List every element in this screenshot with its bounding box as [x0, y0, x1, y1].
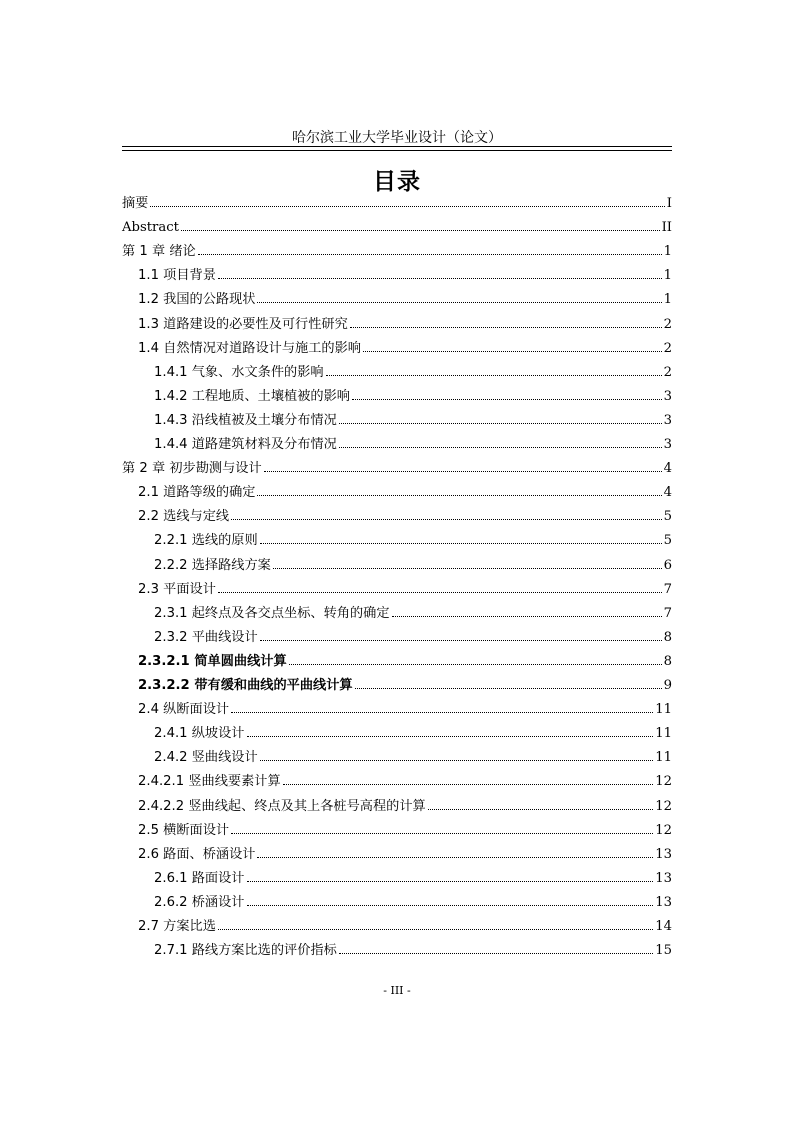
toc-dot-leader [363, 351, 662, 352]
toc-dot-leader [257, 302, 661, 303]
toc-entry-label: 1.3 道路建设的必要性及可行性研究 [138, 316, 348, 332]
toc-entry-page-number: 11 [655, 750, 672, 766]
toc-entry-page-number: 3 [663, 412, 672, 428]
toc-dot-leader [231, 519, 662, 520]
toc-entry[interactable] [138, 263, 672, 283]
toc-entry-page-number: 6 [663, 557, 672, 573]
toc-entry-label: 1.4.4 道路建筑材料及分布情况 [154, 437, 337, 452]
toc-entry-label: 1.1 项目背景 [138, 268, 216, 284]
toc-entry-label: 2.3.1 起终点及各交点坐标、转角的确定 [154, 605, 390, 621]
toc-entry[interactable] [154, 938, 672, 958]
toc-entry[interactable] [138, 312, 672, 332]
toc-dot-leader [326, 375, 662, 376]
toc-dot-leader [264, 471, 662, 472]
toc-entry[interactable] [138, 842, 672, 862]
toc-entry-page-number: 11 [655, 702, 672, 718]
toc-dot-leader [247, 881, 654, 882]
toc-entry[interactable] [154, 890, 672, 910]
toc-entry-label: 2.3 平面设计 [138, 581, 216, 597]
toc-entry[interactable] [154, 745, 672, 765]
toc-entry-page-number: II [661, 220, 672, 236]
toc-entry[interactable] [138, 673, 672, 693]
running-header: 哈尔滨工业大学毕业设计（论文） [292, 130, 502, 146]
toc-dot-leader [181, 230, 660, 231]
toc-entry-label: 2.2 选线与定线 [138, 509, 230, 525]
toc-entry-page-number: 13 [655, 846, 672, 862]
toc-entry-label: 1.4.2 工程地质、土壤植被的影响 [154, 388, 350, 404]
toc-entry-page-number: 4 [663, 461, 672, 477]
toc-dot-leader [218, 278, 662, 279]
toc-dot-leader [231, 712, 653, 713]
toc-entry[interactable] [154, 384, 672, 404]
toc-entry-label: 2.6.1 路面设计 [154, 870, 245, 886]
toc-entry[interactable] [154, 432, 672, 452]
toc-entry-label: 第 2 章 初步勘测与设计 [122, 461, 262, 477]
toc-entry[interactable] [138, 649, 672, 669]
toc-entry-label: 摘要 [122, 196, 149, 211]
page-title: 目录 [373, 169, 421, 195]
toc-entry[interactable] [138, 336, 672, 356]
toc-entry-label: 第 1 章 绪论 [122, 244, 196, 260]
toc-entry[interactable] [154, 625, 672, 645]
toc-entry[interactable] [154, 553, 672, 573]
toc-entry-page-number: 9 [663, 678, 672, 693]
toc-entry-page-number: 3 [663, 388, 672, 404]
toc-entry-page-number: I [666, 196, 672, 211]
toc-dot-leader [289, 664, 662, 665]
toc-entry[interactable] [138, 914, 672, 934]
toc-entry-page-number: 11 [655, 726, 672, 742]
toc-entry-label: 2.3.2.1 简单圆曲线计算 [138, 653, 287, 669]
toc-entry-page-number: 4 [663, 485, 672, 501]
toc-entry-page-number: 1 [663, 268, 672, 284]
toc-entry-label: 2.1 道路等级的确定 [138, 485, 256, 501]
toc-entry-page-number: 5 [663, 533, 672, 549]
toc-entry-label: 2.2.1 选线的原则 [154, 533, 258, 549]
toc-entry[interactable] [138, 577, 672, 597]
toc-entry-label: 2.3.2.2 带有缓和曲线的平曲线计算 [138, 678, 353, 693]
toc-entry[interactable] [154, 866, 672, 886]
toc-dot-leader [355, 688, 662, 689]
toc-entry-page-number: 12 [655, 798, 672, 814]
toc-entry-page-number: 13 [655, 894, 672, 910]
toc-entry-page-number: 3 [663, 437, 672, 452]
toc-dot-leader [218, 592, 662, 593]
toc-entry-label: 2.6 路面、桥涵设计 [138, 846, 256, 862]
toc-dot-leader [392, 616, 662, 617]
toc-entry-label: 2.4 纵断面设计 [138, 702, 230, 718]
toc-entry-label: 2.4.2.2 竖曲线起、终点及其上各桩号高程的计算 [138, 798, 426, 814]
toc-entry[interactable] [138, 769, 672, 789]
toc-dot-leader [273, 568, 662, 569]
toc-entry-label: 2.7.1 路线方案比选的评价指标 [154, 943, 337, 959]
toc-dot-leader [283, 784, 654, 785]
toc-entry[interactable] [138, 480, 672, 500]
toc-dot-leader [352, 399, 662, 400]
toc-dot-leader [247, 736, 654, 737]
toc-dot-leader [218, 929, 653, 930]
toc-entry[interactable] [154, 528, 672, 548]
toc-entry-label: 1.4.1 气象、水文条件的影响 [154, 364, 324, 380]
toc-entry-page-number: 8 [663, 653, 672, 669]
toc-entry-label: 2.7 方案比选 [138, 919, 216, 934]
toc-entry[interactable] [154, 601, 672, 621]
toc-entry-label: 2.2.2 选择路线方案 [154, 557, 271, 573]
toc-entry-page-number: 7 [663, 605, 672, 621]
toc-entry-page-number: 8 [663, 629, 672, 645]
toc-entry-label: 2.6.2 桥涵设计 [154, 894, 245, 910]
toc-entry-page-number: 12 [655, 774, 672, 790]
toc-dot-leader [260, 640, 662, 641]
toc-dot-leader [150, 206, 664, 207]
toc-entry-label: 2.4.1 纵坡设计 [154, 726, 245, 742]
toc-entry-page-number: 14 [655, 919, 672, 934]
page-number-footer: - III - [383, 984, 411, 997]
toc-entry-label: 2.5 横断面设计 [138, 822, 230, 838]
toc-entry[interactable] [138, 697, 672, 717]
toc-entry-label: 1.4 自然情况对道路设计与施工的影响 [138, 340, 361, 356]
toc-entry[interactable] [122, 215, 672, 235]
toc-entry-page-number: 1 [663, 292, 672, 308]
toc-dot-leader [350, 327, 662, 328]
header-rule-thin [122, 150, 672, 151]
toc-entry-label: Abstract [122, 220, 179, 236]
toc-dot-leader [428, 809, 654, 810]
toc-entry-page-number: 1 [663, 244, 672, 260]
toc-entry-page-number: 2 [663, 364, 672, 380]
toc-entry[interactable] [138, 794, 672, 814]
toc-entry-page-number: 7 [663, 581, 672, 597]
toc-entry-label: 2.4.2.1 竖曲线要素计算 [138, 774, 281, 790]
toc-entry[interactable] [122, 456, 672, 476]
toc-entry[interactable] [154, 721, 672, 741]
toc-entry-page-number: 2 [663, 316, 672, 332]
toc-entry[interactable] [138, 287, 672, 307]
toc-dot-leader [198, 254, 662, 255]
toc-entry-page-number: 12 [655, 822, 672, 838]
toc-dot-leader [257, 857, 653, 858]
toc-entry[interactable] [138, 818, 672, 838]
toc-dot-leader [339, 447, 662, 448]
toc-entry[interactable] [138, 504, 672, 524]
toc-entry-label: 2.3.2 平曲线设计 [154, 629, 258, 645]
toc-entry-label: 2.4.2 竖曲线设计 [154, 750, 258, 766]
toc-entry-label: 1.2 我国的公路现状 [138, 292, 256, 308]
toc-dot-leader [257, 495, 661, 496]
toc-dot-leader [339, 423, 662, 424]
toc-entry-page-number: 5 [663, 509, 672, 525]
toc-entry[interactable] [154, 360, 672, 380]
header-rule-thick [122, 146, 672, 147]
toc-entry-page-number: 15 [655, 943, 672, 959]
toc-entry-page-number: 2 [663, 340, 672, 356]
toc-entry-label: 1.4.3 沿线植被及土壤分布情况 [154, 412, 337, 428]
toc-entry[interactable] [122, 239, 672, 259]
toc-dot-leader [260, 760, 654, 761]
toc-entry-page-number: 13 [655, 870, 672, 886]
toc-dot-leader [339, 953, 653, 954]
toc-dot-leader [260, 543, 662, 544]
toc-entry[interactable] [122, 191, 672, 211]
toc-dot-leader [247, 905, 654, 906]
toc-entry[interactable] [154, 408, 672, 428]
toc-dot-leader [231, 833, 653, 834]
